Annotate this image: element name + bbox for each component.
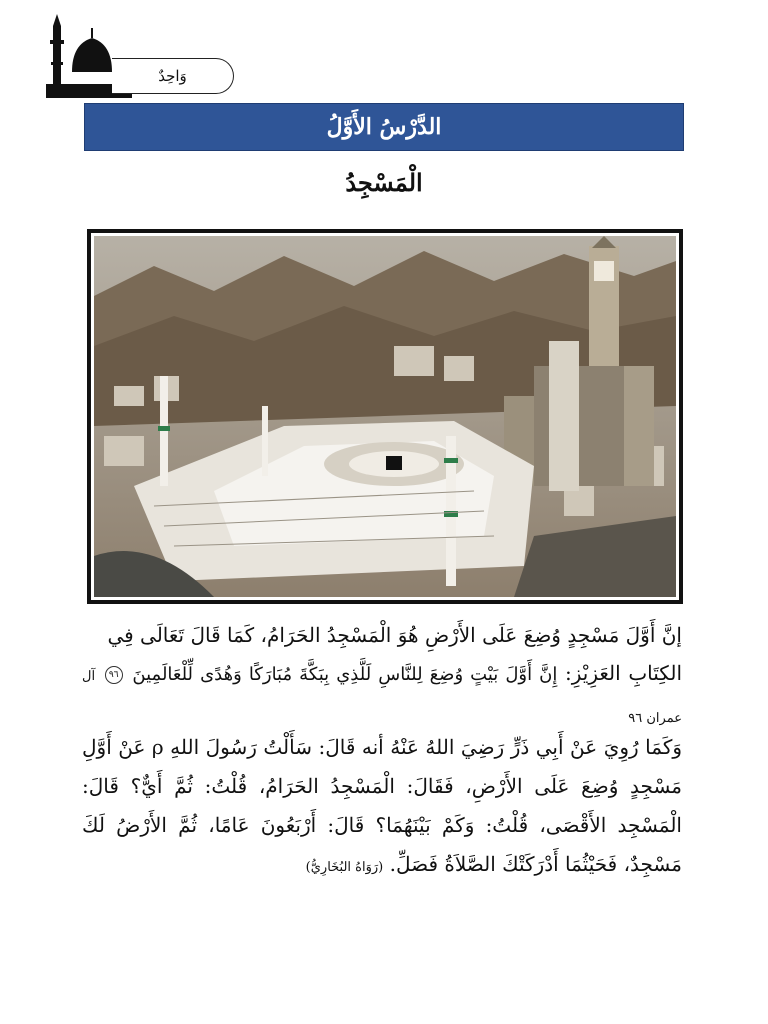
quran-verse: إِنَّ أَوَّلَ بَيْتٍ وُضِعَ لِلنَّاسِ لَلَّذِي بِبَكَّةَ مُبَارَكًا وَهُدًى لِّلْعَالَمِينَ xyxy=(132,664,558,685)
hadith-text: وَكَمَا رُوِيَ عَنْ أَبِي ذَرٍّ رَضِيَ اللهُ عَنْهُ أنه قَالَ: سَأَلْتُ رَسُولَ اللهِ ρ عَنْ أَوَّلِ مَسْجِدٍ وُضِعَ عَلَى الأَرْضِ، فَقَالَ: الْمَسْجِدُ الحَرَامُ، قُلْتُ: ثُمَّ أَيٌّ؟ قَالَ: الْمَسْجِد الأَقْصَى، قُلْتُ: وَكَمْ بَيْنَهُمَا؟ قَالَ: أَرْبَعُونَ عَامًا، ثُمَّ الأَرْضُ لَكَ مَسْجِدٌ، فَحَيْثُمَا أَدْرَكَتْكَ الصَّلاَةُ فَصَلِّ. xyxy=(82,735,682,876)
paragraph-1-line-1: إنَّ أَوَّلَ مَسْجِدٍ وُضِعَ عَلَى الأَرْضِ هُوَ الْمَسْجِدُ الحَرَامُ، كَمَا قَالَ تَعَالَى فِي xyxy=(107,623,682,647)
paragraph-1-line-2-start: الكِتَابِ العَزِيْزِ: xyxy=(565,661,683,685)
lesson-title-banner xyxy=(84,103,684,151)
lesson-title: الدَّرْسُ الأَوَّلُ xyxy=(326,114,442,140)
hadith-source: (رَوَاهُ البُخَارِيُّ) xyxy=(305,860,384,875)
masjid-al-haram-photo-icon xyxy=(94,236,676,597)
ayah-number-icon: ٩٦ xyxy=(105,666,123,684)
chapter-label-text: وَاحِدٌ xyxy=(158,67,187,85)
paragraph-1-line-2 xyxy=(82,654,682,738)
page-title: الْمَسْجِدُ xyxy=(345,168,423,197)
chapter-label xyxy=(112,58,234,94)
masjid-photo xyxy=(87,229,683,604)
paragraph-1 xyxy=(82,616,682,738)
paragraph-2 xyxy=(82,728,682,887)
verse-reference: آل عمران ٩٦ xyxy=(82,669,682,726)
